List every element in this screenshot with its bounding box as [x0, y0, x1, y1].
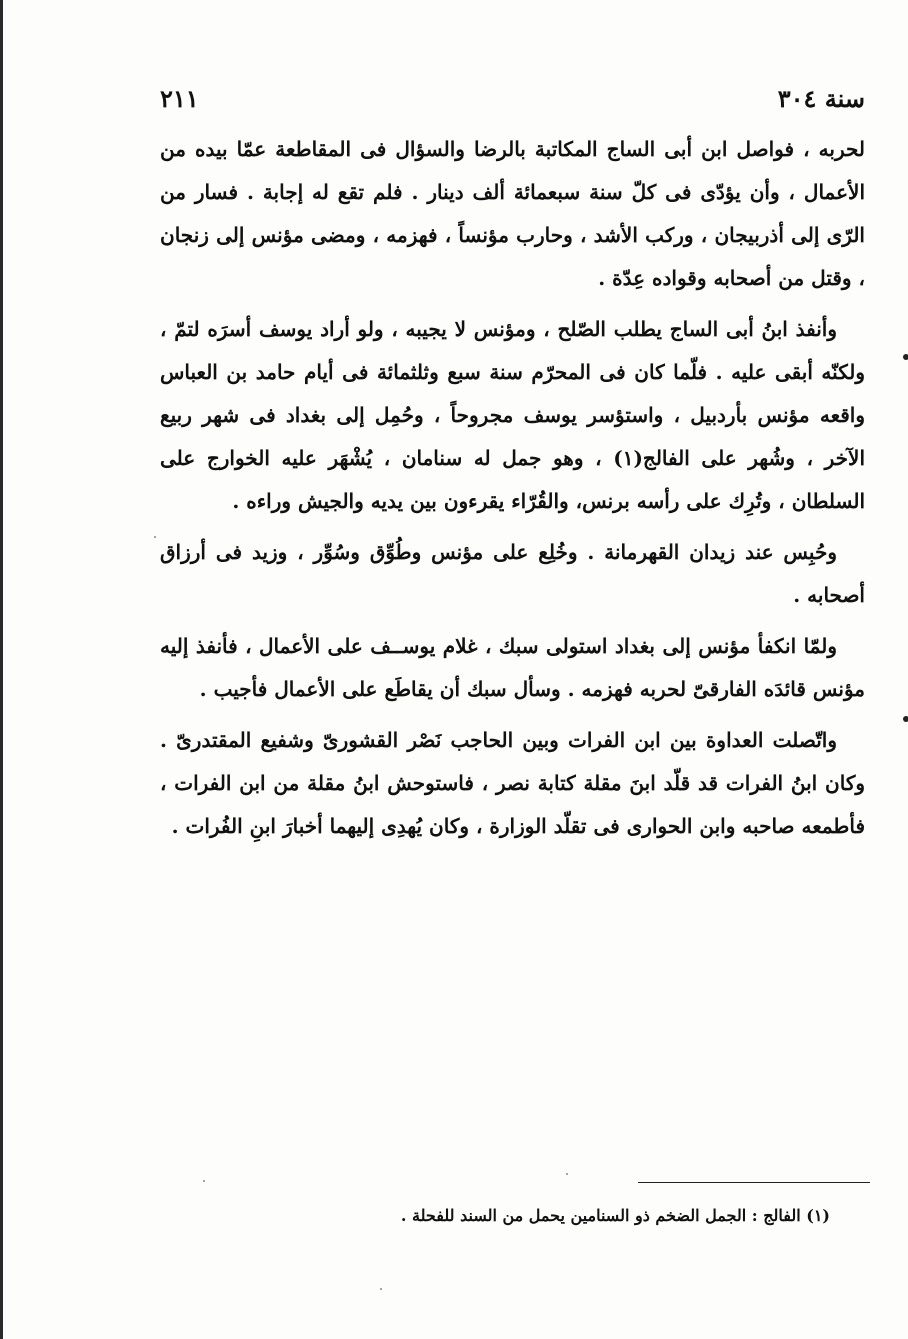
margin-dot: [903, 354, 908, 360]
scan-speck: [380, 1288, 382, 1290]
page-left-edge: [0, 0, 3, 1339]
paragraph-3: وحُبِس عند زيدان القهرمانة . وخُلِع على مؤنس وطُوِّق وسُوِّر ، وزيد فى أرزاق أصحابه .: [160, 540, 865, 607]
body-text: [160, 128, 865, 856]
margin-dot: [903, 716, 908, 722]
scan-speck: [203, 1180, 205, 1182]
footnote-divider: [638, 1182, 870, 1183]
page-number: ٢١١: [160, 84, 199, 113]
page-header: [160, 84, 865, 120]
header-year: سنة ٣٠٤: [777, 84, 865, 113]
paragraph-2: وأنفذ ابنُ أبى الساج يطلب الصّلح ، ومؤنس لا يجيبه ، ولو أراد يوسف أسرَه لتمّ ، ولكنّه أبقى عليه . فلّما كان فى المحرّم سنة سبع وثلثمائة فى أيام حامد بن العباس واقعه مؤنس بأردبيل ، واستؤسر يوسف مجروحاً ، وحُمِل إلى بغداد فى شهر ربيع الآخر ، وشُهر على الفالج(١) ، وهو جمل له سنامان ، يُشْهَر عليه الخوارج على السلطان ، وتُرِك على رأسه برنس، والقُرّاء يقرءون بين يديه والجيش وراءه .: [160, 317, 866, 513]
scan-speck: [566, 1173, 568, 1175]
footnote: (١) الفالج : الجمل الضخم ذو السنامين يحمل من السند للفحلة .: [400, 1206, 830, 1225]
paragraph-4: ولمّا انكفأ مؤنس إلى بغداد استولى سبك ، غلام يوســف على الأعمال ، فأنفذ إليه مؤنس قائدَه الفارقىّ لحربه فهزمه . وسأل سبك أن يقاطَع على الأعمال فأجيب .: [160, 634, 865, 701]
paragraph-1: لحربه ، فواصل ابن أبى الساج المكاتبة بالرضا والسؤال فى المقاطعة عمّا بيده من الأعمال ، وأن يؤدّى فى كلّ سنة سبعمائة ألف دينار . فلم تقع له إجابة . فسار من الرّى إلى أذربيجان ، وركب الأشد ، وحارب مؤنساً ، فهزمه ، ومضى مؤنس إلى زنجان ، وقتل من أصحابه وقواده عِدّة .: [160, 137, 865, 290]
paragraph-5: واتّصلت العداوة بين ابن الفرات وبين الحاجب نَصْر القشورىّ وشفيع المقتدرىّ . وكان ابنُ الفرات قد قلّد ابنَ مقلة كتابة نصر ، فاستوحش ابنُ مقلة من ابن الفرات ، فأطمعه صاحبه وابن الحوارى فى تقلّد الوزارة ، وكان يُهدِى إليهما أخبارَ ابنِ الفُرات .: [160, 728, 865, 838]
scan-speck: [154, 536, 156, 538]
